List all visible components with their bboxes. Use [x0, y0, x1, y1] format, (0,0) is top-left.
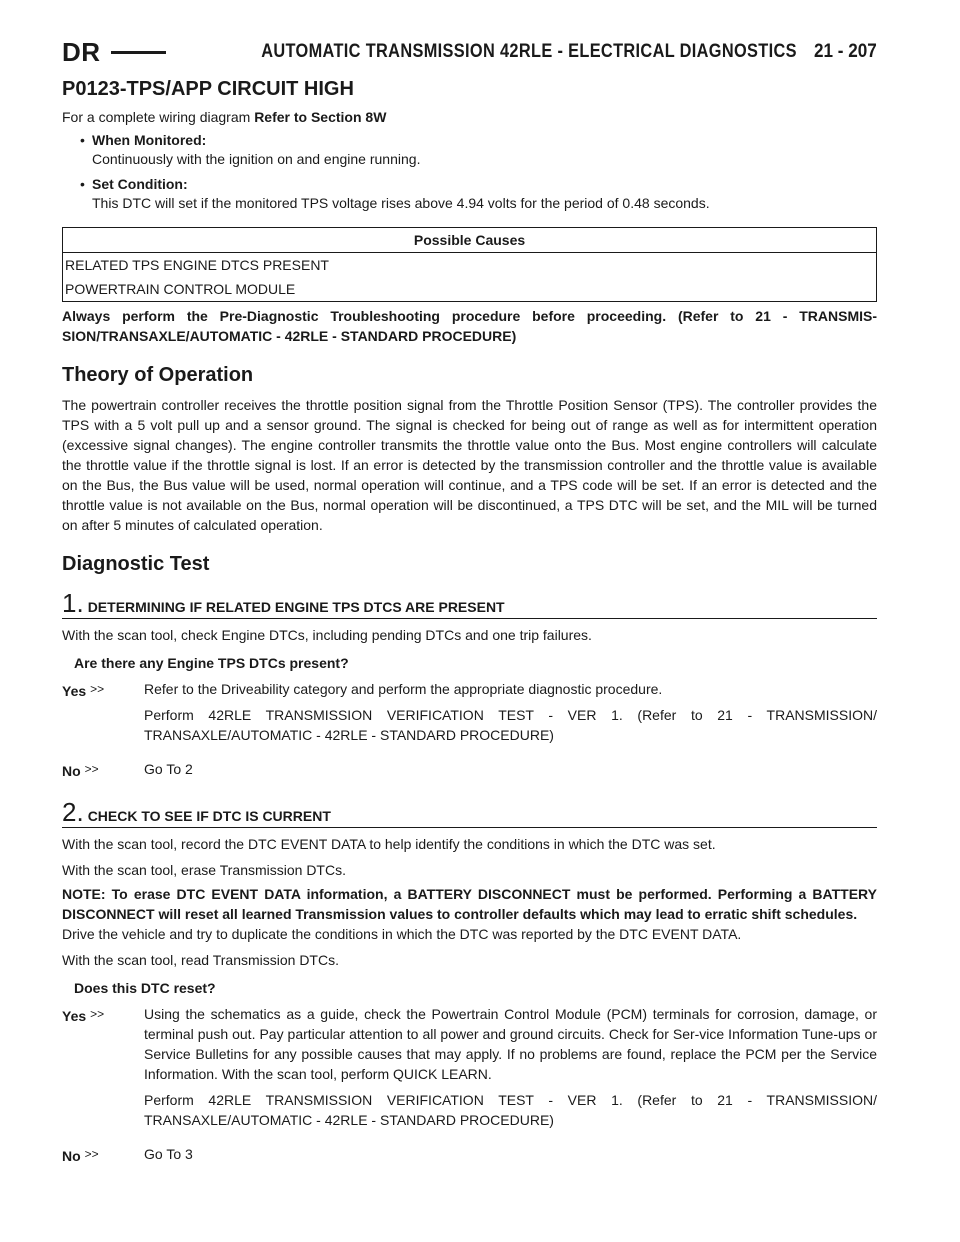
- page-number: 21 - 207: [814, 41, 877, 62]
- table-row: [63, 253, 877, 278]
- dtc-title: P0123-TPS/APP CIRCUIT HIGH: [62, 78, 354, 100]
- answer-label: No: [62, 1148, 81, 1164]
- arrow-icon: >>: [90, 1007, 105, 1021]
- answer-text: Using the schematics as a guide, check the Powertrain Control Module (PCM) terminals for corrosion, damage, or terminal push out. Pay particular attention to all power and ground circuits. Check for Ser-vice Information Tune-ups or Service Bulletins for any possible causes that may apply. If no problems are found, replace the PCM per the Service Information. With the scan tool, perform QUICK LEARN.: [144, 1006, 877, 1082]
- step-text: With the scan tool, check Engine DTCs, including pending DTCs and one trip failures.: [62, 627, 592, 643]
- step-text: With the scan tool, erase Transmission DTCs.: [62, 862, 346, 878]
- answer-body: [114, 679, 877, 751]
- arrow-icon: >>: [90, 682, 105, 696]
- table-cell: RELATED TPS ENGINE DTCS PRESENT: [65, 257, 329, 273]
- step-title: CHECK TO SEE IF DTC IS CURRENT: [87, 808, 331, 824]
- arrow-icon: >>: [84, 762, 99, 776]
- answer-label: Yes: [62, 683, 87, 699]
- list-item: [92, 131, 877, 169]
- goto-link[interactable]: Go To 3: [144, 1146, 193, 1162]
- model-code: DR: [62, 36, 101, 67]
- battery-note: NOTE: To erase DTC EVENT DATA information, a BATTERY DISCONNECT must be performed. Performing a BATTERY DISCONNECT will reset all learned Transmission values to controller defaults which may lead to erratic shift schedules.: [62, 886, 877, 922]
- table-cell: POWERTRAIN CONTROL MODULE: [65, 281, 296, 297]
- answer-no: [62, 759, 877, 785]
- monitor-text: Continuously with the ignition on and engine running.: [92, 151, 421, 167]
- monitor-text: This DTC will set if the monitored TPS voltage rises above 4.94 volts for the period of 0.48 seconds.: [92, 195, 710, 211]
- answer-text: Perform 42RLE TRANSMISSION VERIFICATION TEST - VER 1. (Refer to 21 - TRANSMISSION/ TRANSAXLE/AUTOMATIC - 42RLE - STANDARD PROCEDURE): [144, 707, 877, 743]
- list-item: [92, 175, 877, 213]
- step-number: 2.: [62, 797, 84, 827]
- theory-text: The powertrain controller receives the throttle position signal from the Throttle Position Sensor (TPS). The controller provides the TPS with a 5 volt pull up and a sensor ground. The signal is checked for being out of range as well as for intermittent operation (excessive signal changes). The engine controller transmits the throttle value onto the Bus. Most engine controllers will calculate the throttle value if the throttle signal is lost. If an error is detected by the transmission controller and the throttle value is available on the Bus, the Bus value will be used, normal operation will continue, and a TPS code will be set. If an error is detected and the throttle value is not available on the Bus, normal operation will be discontinued, a TPS DTC will be set, and the MIL will be turned on after 5 minutes of calculated operation.: [62, 397, 877, 533]
- answer-key: [62, 1004, 114, 1136]
- step-1-header: [62, 590, 877, 619]
- answer-label: No: [62, 763, 81, 779]
- step-question: Are there any Engine TPS DTCs present?: [74, 655, 349, 671]
- answer-body: [114, 1144, 877, 1170]
- step-title: DETERMINING IF RELATED ENGINE TPS DTCS ARE PRESENT: [87, 599, 505, 615]
- table-header: Possible Causes: [63, 228, 877, 253]
- monitor-label: • Set Condition:: [92, 176, 188, 192]
- wiring-text: For a complete wiring diagram: [62, 109, 251, 125]
- table-row: [63, 277, 877, 302]
- step-text: With the scan tool, read Transmission DTCs.: [62, 952, 339, 968]
- answer-text: Perform 42RLE TRANSMISSION VERIFICATION TEST - VER 1. (Refer to 21 - TRANSMISSION/ TRANSAXLE/AUTOMATIC - 42RLE - STANDARD PROCEDURE): [144, 1092, 877, 1128]
- answer-text: Refer to the Driveability category and perform the appropriate diagnostic procedure.: [144, 681, 663, 697]
- answer-key: [62, 1144, 114, 1170]
- page-header: [62, 30, 877, 74]
- step-question: Does this DTC reset?: [74, 980, 216, 996]
- answer-key: [62, 759, 114, 785]
- answer-no: [62, 1144, 877, 1170]
- goto-link[interactable]: Go To 2: [144, 761, 193, 777]
- monitor-label: • When Monitored:: [92, 132, 207, 148]
- answer-body: [114, 759, 877, 785]
- possible-causes-table: [62, 227, 877, 302]
- section-title: AUTOMATIC TRANSMISSION 42RLE - ELECTRICAL DIAGNOSTICS: [261, 41, 798, 62]
- answer-key: [62, 679, 114, 751]
- diagnostic-heading: Diagnostic Test: [62, 553, 210, 575]
- step-number: 1.: [62, 588, 84, 618]
- wiring-line: [62, 107, 877, 127]
- document-page: [62, 30, 877, 1170]
- wiring-reference-link[interactable]: Refer to Section 8W: [254, 109, 387, 125]
- answer-body: [114, 1004, 877, 1136]
- monitor-list: [62, 131, 877, 213]
- header-rule: [111, 51, 167, 54]
- answer-yes: [62, 679, 877, 751]
- step-text: With the scan tool, record the DTC EVENT DATA to help identify the conditions in which the DTC was set.: [62, 836, 716, 852]
- step-2-header: [62, 799, 877, 828]
- answer-label: Yes: [62, 1008, 87, 1024]
- answer-yes: [62, 1004, 877, 1136]
- theory-heading: Theory of Operation: [62, 364, 254, 386]
- arrow-icon: >>: [84, 1147, 99, 1161]
- pre-diagnostic-note: Always perform the Pre-Diagnostic Troubleshooting procedure before proceeding. (Refer to 21 - TRANSMIS-SION/TRANSAXLE/AUTOMATIC - 42RLE - STANDARD PROCEDURE): [62, 308, 877, 344]
- step-text: Drive the vehicle and try to duplicate the conditions in which the DTC was reported by the DTC EVENT DATA.: [62, 926, 742, 942]
